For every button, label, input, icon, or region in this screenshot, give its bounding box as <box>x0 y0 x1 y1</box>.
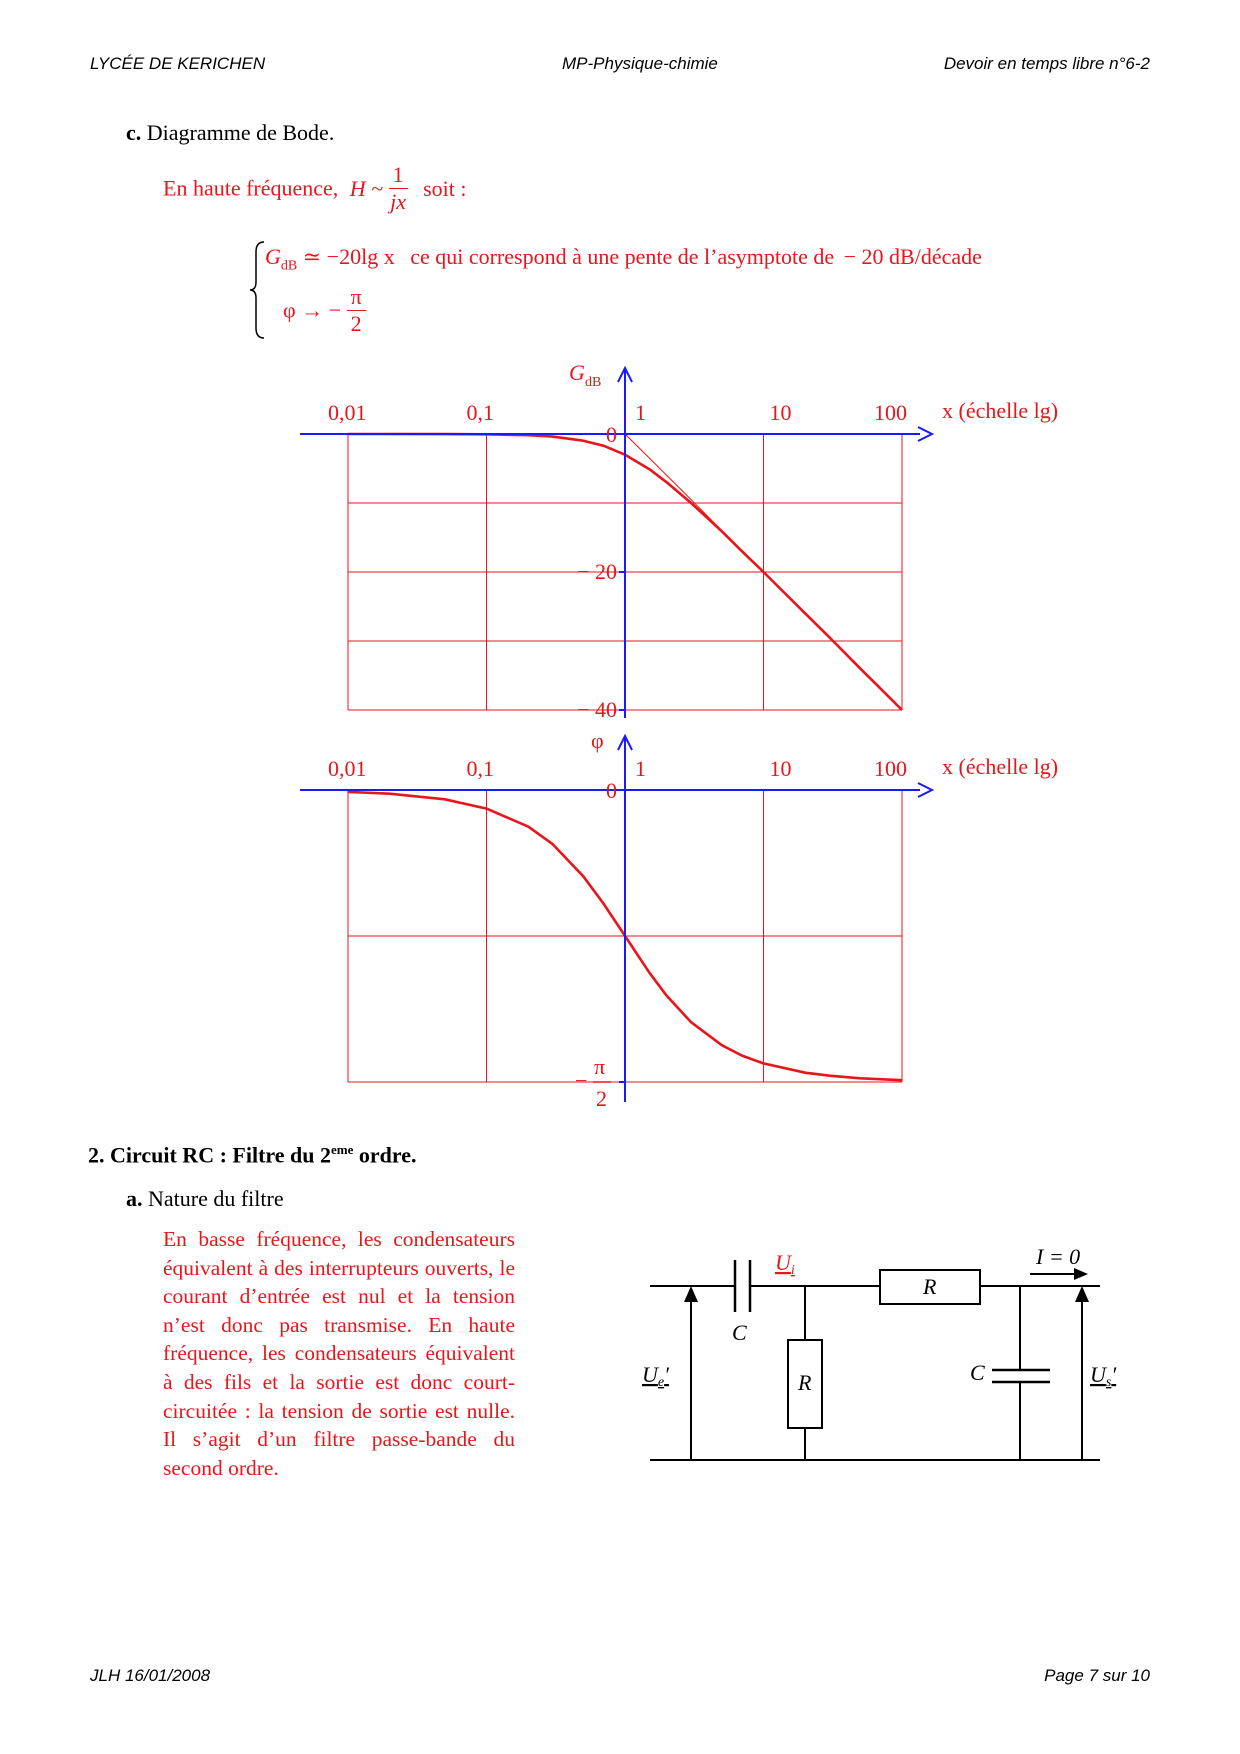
section-a-heading <box>126 1186 284 1212</box>
x-tick-label: 1 <box>635 756 646 781</box>
y-tick-label: − 20 <box>577 559 617 584</box>
y-tick-label: 0 <box>606 778 617 803</box>
y-axis-label: G <box>569 360 585 385</box>
section-c-label: c. <box>126 120 142 145</box>
phi-expr: φ → − <box>283 297 342 323</box>
rc-circuit-diagram <box>640 1230 1120 1480</box>
gdb-comment: ce qui correspond à une pente de l’asymptote de <box>410 244 835 269</box>
series-capacitor-label: C <box>732 1320 747 1345</box>
section-a-label: a. <box>126 1186 143 1211</box>
x-axis-arrow <box>918 783 932 797</box>
y-tick-label-minus: − <box>575 1068 588 1093</box>
gdb-slope: − 20 dB/décade <box>843 244 982 269</box>
x-tick-label: 100 <box>874 756 907 781</box>
section-2-title-sup: eme <box>331 1142 354 1157</box>
x-tick-label: 10 <box>769 756 792 781</box>
section-2-title-b: ordre. <box>353 1142 417 1168</box>
series-resistor-label: R <box>923 1274 937 1299</box>
hf-H: H ~ <box>349 175 384 201</box>
shunt-capacitor-label: C <box>970 1360 985 1385</box>
phi-den: 2 <box>350 311 362 336</box>
x-tick-label: 0,01 <box>328 400 367 425</box>
phi-num: π <box>347 284 366 311</box>
x-tick-label: 1 <box>635 400 646 425</box>
hf-num: 1 <box>389 162 408 189</box>
bode-chart-gain <box>300 360 1058 722</box>
filter-nature-paragraph: En basse fréquence, les condensateurs équivalent à des interrupteurs ouverts, le courant d’entrée est nul et la tension n’est donc pas transmise. En haute fréquence, les condensateurs équivalent à des fils et la sortie est donc court-circuitée : la tension de sortie est nulle. Il s’agit d’un filtre passe-bande du second ordre. <box>163 1227 515 1480</box>
x-tick-label: 0,01 <box>328 756 367 781</box>
bode-chart-phase <box>300 728 1058 1111</box>
x-tick-label: 100 <box>874 400 907 425</box>
x-axis-label: x (échelle lg) <box>942 398 1059 423</box>
y-axis-label-sub: dB <box>585 375 602 390</box>
section-2-title-a: Circuit RC : Filtre du 2 <box>110 1142 331 1168</box>
header-school: LYCÉE DE KERICHEN <box>90 54 266 73</box>
y-tick-label-two: 2 <box>596 1086 607 1111</box>
section-c-title: Diagramme de Bode. <box>146 120 335 145</box>
x-tick-label: 10 <box>769 400 792 425</box>
ui-label: Ui <box>775 1250 795 1278</box>
gdb-sub: dB <box>280 258 298 274</box>
gdb-symbol: G <box>265 244 281 269</box>
x-axis-arrow <box>918 427 932 441</box>
header-subject: MP-Physique-chimie <box>562 54 718 73</box>
output-voltage-label: Us′ <box>1090 1362 1117 1390</box>
input-voltage-label: Ue′ <box>642 1362 669 1390</box>
shunt-resistor-label: R <box>798 1370 812 1395</box>
y-tick-label: − 40 <box>577 697 617 722</box>
footer-author-date: JLH 16/01/2008 <box>90 1666 211 1685</box>
y-axis-label: φ <box>591 728 604 753</box>
x-tick-label: 0,1 <box>466 400 494 425</box>
header-assignment: Devoir en temps libre n°6-2 <box>943 54 1150 73</box>
hf-soit: soit : <box>423 175 467 201</box>
section-2-number: 2. <box>88 1142 105 1168</box>
y-tick-label: 0 <box>606 422 617 447</box>
y-tick-label-pi: π <box>594 1054 606 1079</box>
hf-den: jx <box>390 189 407 214</box>
x-axis-label: x (échelle lg) <box>942 754 1059 779</box>
section-2-heading <box>88 1142 417 1168</box>
footer-page-number: Page 7 sur 10 <box>1044 1666 1150 1685</box>
current-label: I = 0 <box>1036 1244 1081 1269</box>
x-tick-label: 0,1 <box>466 756 494 781</box>
hf-intro: En haute fréquence, <box>163 175 339 201</box>
gdb-expr: ≃ −20lg x <box>302 244 395 269</box>
section-a-title: Nature du filtre <box>148 1186 284 1211</box>
